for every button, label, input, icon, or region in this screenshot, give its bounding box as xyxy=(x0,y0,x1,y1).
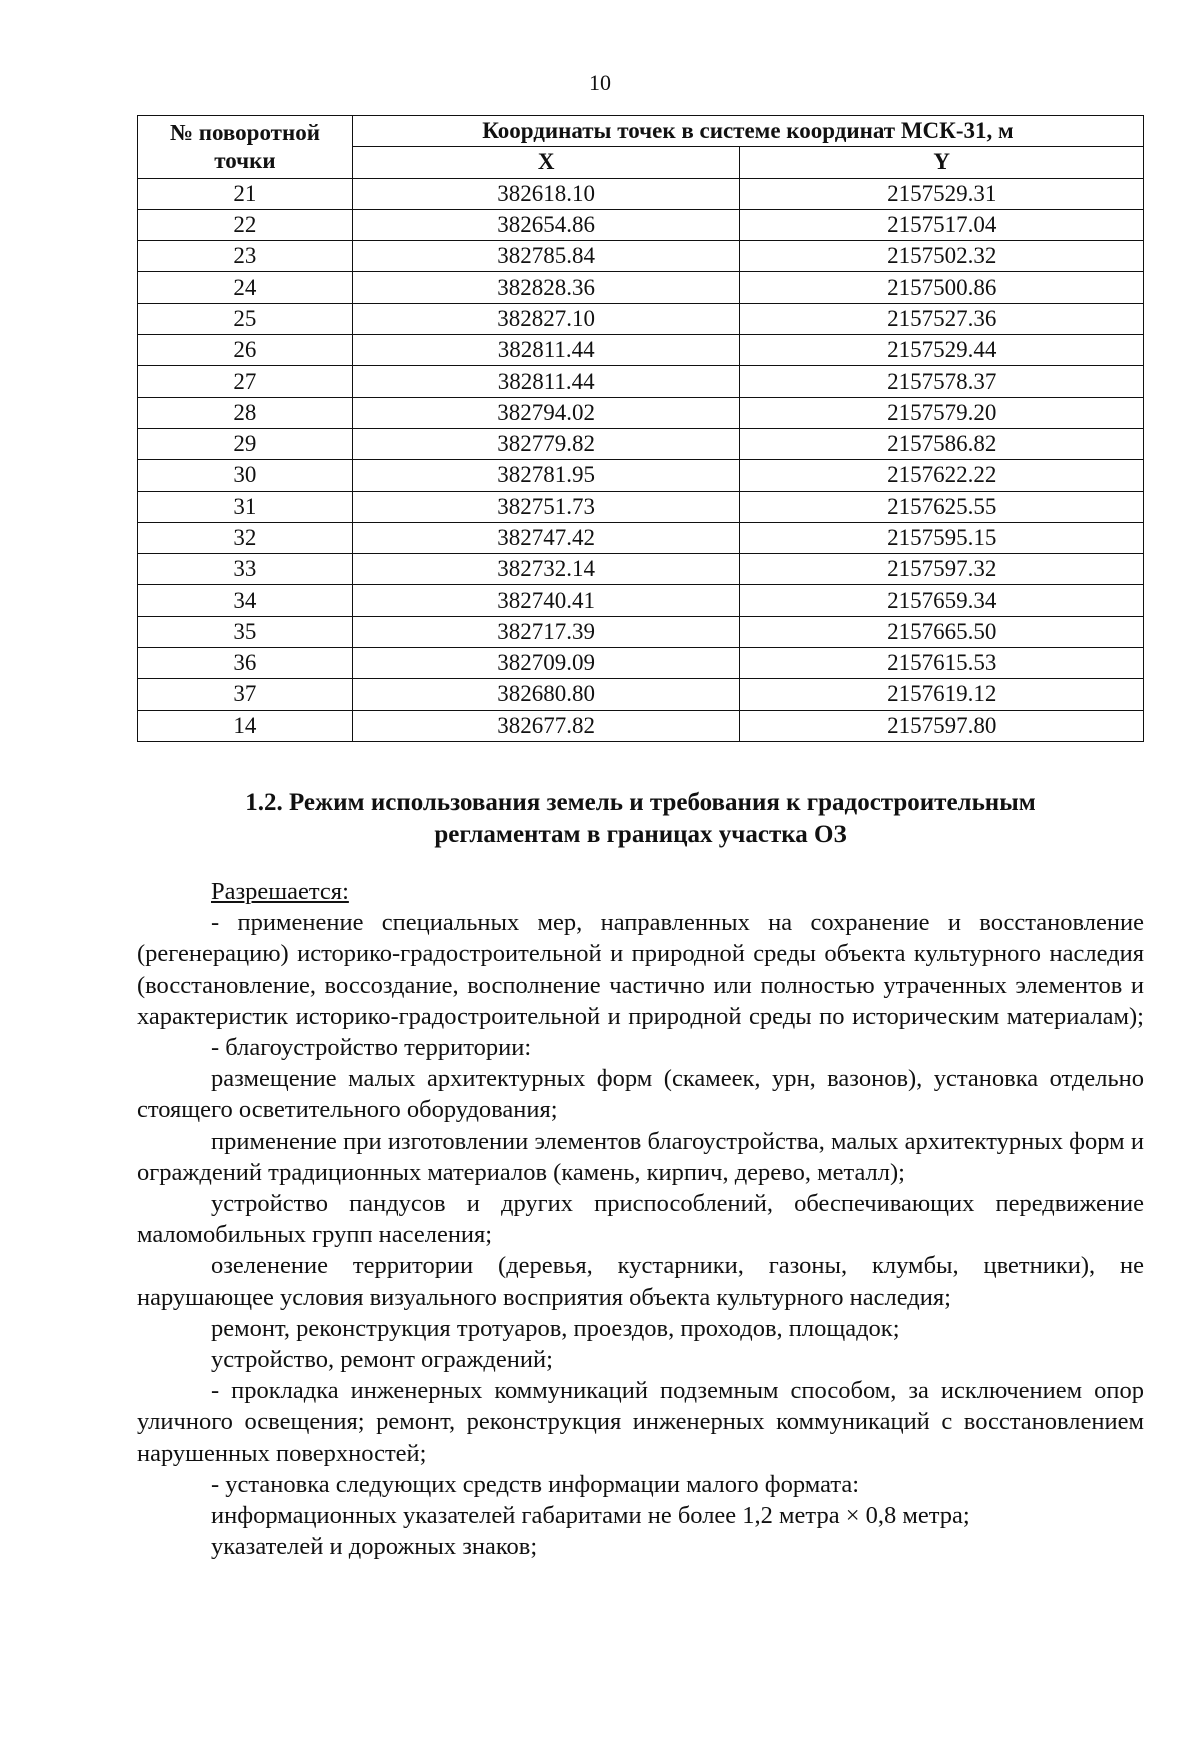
table-row xyxy=(138,616,1144,647)
x-coordinate-cell: 382811.44 xyxy=(352,366,740,397)
y-coordinate-cell: 2157665.50 xyxy=(740,616,1144,647)
x-coordinate-cell: 382811.44 xyxy=(352,335,740,366)
x-coordinate-cell: 382732.14 xyxy=(352,554,740,585)
table-row xyxy=(138,648,1144,679)
table-row xyxy=(138,554,1144,585)
coordinates-table xyxy=(137,115,1144,742)
paragraph: - применение специальных мер, направленных на сохранение и восстановление (регенерацию) историко-градостроительной и природной среды объекта культурного наследия (восстановление, воссоздание, восполнение частично или полностью утраченных элементов и характеристик историко-градостроительной и природной среды по историческим материалам); xyxy=(137,909,1144,1030)
point-number-cell: 27 xyxy=(138,366,353,397)
point-number-cell: 30 xyxy=(138,460,353,491)
y-coordinate-cell: 2157619.12 xyxy=(740,679,1144,710)
point-number-cell: 14 xyxy=(138,710,353,741)
y-coordinate-cell: 2157578.37 xyxy=(740,366,1144,397)
y-coordinate-cell: 2157500.86 xyxy=(740,272,1144,303)
paragraph: - благоустройство территории: xyxy=(211,1034,532,1062)
allowed-label: Разрешается: xyxy=(211,878,349,905)
table-row xyxy=(138,397,1144,428)
point-number-cell: 23 xyxy=(138,241,353,272)
y-coordinate-cell: 2157597.80 xyxy=(740,710,1144,741)
x-coordinate-cell: 382827.10 xyxy=(352,303,740,334)
y-coordinate-cell: 2157622.22 xyxy=(740,460,1144,491)
table-row xyxy=(138,460,1144,491)
point-number-cell: 22 xyxy=(138,209,353,240)
paragraph: применение при изготовлении элементов благоустройства, малых архитектурных форм и ограждений традиционных материалов (камень, кирпич, дерево, металл); xyxy=(137,1127,1144,1186)
y-coordinate-cell: 2157529.31 xyxy=(740,178,1144,209)
x-coordinate-cell: 382785.84 xyxy=(352,241,740,272)
page-number: 10 xyxy=(589,70,611,95)
table-row xyxy=(138,241,1144,272)
table-row xyxy=(138,178,1144,209)
point-number-cell: 37 xyxy=(138,679,353,710)
point-number-cell: 26 xyxy=(138,335,353,366)
y-coordinate-cell: 2157595.15 xyxy=(740,522,1144,553)
coordinates-header: Координаты точек в системе координат МСК-31, м xyxy=(352,116,1143,147)
table-row xyxy=(138,522,1144,553)
table-row xyxy=(138,303,1144,334)
point-number-cell: 25 xyxy=(138,303,353,334)
point-number-cell: 24 xyxy=(138,272,353,303)
point-number-cell: 28 xyxy=(138,397,353,428)
paragraph: указателей и дорожных знаков; xyxy=(211,1533,538,1561)
x-coordinate-cell: 382740.41 xyxy=(352,585,740,616)
table-row xyxy=(138,428,1144,459)
allowed-label-paragraph xyxy=(137,876,1144,907)
section-body xyxy=(137,876,1144,1562)
y-coordinate-cell: 2157579.20 xyxy=(740,397,1144,428)
section-heading-line-2: регламентам в границах участка ОЗ xyxy=(434,821,847,848)
point-number-header: № поворотной точки xyxy=(138,116,353,179)
paragraph: озеленение территории (деревья, кустарники, газоны, клумбы, цветники), не нарушающее условия визуального восприятия объекта культурного наследия; xyxy=(137,1252,1144,1311)
table-row xyxy=(138,209,1144,240)
x-coordinate-cell: 382709.09 xyxy=(352,648,740,679)
x-column-header: X xyxy=(352,147,740,178)
point-number-cell: 32 xyxy=(138,522,353,553)
paragraph: - установка следующих средств информации малого формата: xyxy=(211,1470,860,1498)
paragraph: устройство пандусов и других приспособлений, обеспечивающих передвижение маломобильных групп населения; xyxy=(137,1190,1144,1249)
y-column-header: Y xyxy=(740,147,1144,178)
y-coordinate-cell: 2157659.34 xyxy=(740,585,1144,616)
point-number-cell: 36 xyxy=(138,648,353,679)
table-row xyxy=(138,335,1144,366)
paragraph: - прокладка инженерных коммуникаций подземным способом, за исключением опор уличного освещения; ремонт, реконструкция инженерных коммуникаций с восстановлением нарушенных поверхностей; xyxy=(137,1377,1144,1467)
table-row xyxy=(138,366,1144,397)
table-row xyxy=(138,710,1144,741)
table-row xyxy=(138,585,1144,616)
point-number-cell: 31 xyxy=(138,491,353,522)
x-coordinate-cell: 382747.42 xyxy=(352,522,740,553)
point-number-cell: 21 xyxy=(138,178,353,209)
table-row xyxy=(138,272,1144,303)
y-coordinate-cell: 2157625.55 xyxy=(740,491,1144,522)
x-coordinate-cell: 382618.10 xyxy=(352,178,740,209)
paragraph: устройство, ремонт ограждений; xyxy=(211,1346,553,1374)
x-coordinate-cell: 382828.36 xyxy=(352,272,740,303)
point-number-cell: 34 xyxy=(138,585,353,616)
paragraph: ремонт, реконструкция тротуаров, проездов, проходов, площадок; xyxy=(211,1314,900,1342)
x-coordinate-cell: 382779.82 xyxy=(352,428,740,459)
y-coordinate-cell: 2157615.53 xyxy=(740,648,1144,679)
section-heading xyxy=(137,787,1144,851)
point-number-cell: 29 xyxy=(138,428,353,459)
x-coordinate-cell: 382717.39 xyxy=(352,616,740,647)
table-row xyxy=(138,679,1144,710)
point-number-cell: 35 xyxy=(138,616,353,647)
y-coordinate-cell: 2157597.32 xyxy=(740,554,1144,585)
paragraph: информационных указателей габаритами не более 1,2 метра × 0,8 метра; xyxy=(211,1502,970,1530)
x-coordinate-cell: 382781.95 xyxy=(352,460,740,491)
x-coordinate-cell: 382751.73 xyxy=(352,491,740,522)
y-coordinate-cell: 2157586.82 xyxy=(740,428,1144,459)
y-coordinate-cell: 2157517.04 xyxy=(740,209,1144,240)
x-coordinate-cell: 382794.02 xyxy=(352,397,740,428)
x-coordinate-cell: 382654.86 xyxy=(352,209,740,240)
y-coordinate-cell: 2157527.36 xyxy=(740,303,1144,334)
paragraph: размещение малых архитектурных форм (скамеек, урн, вазонов), установка отдельно стоящего осветительного оборудования; xyxy=(137,1065,1144,1124)
x-coordinate-cell: 382680.80 xyxy=(352,679,740,710)
table-row xyxy=(138,491,1144,522)
y-coordinate-cell: 2157529.44 xyxy=(740,335,1144,366)
y-coordinate-cell: 2157502.32 xyxy=(740,241,1144,272)
x-coordinate-cell: 382677.82 xyxy=(352,710,740,741)
section-heading-line-1: 1.2. Режим использования земель и требования к градостроительным xyxy=(245,789,1036,816)
point-number-cell: 33 xyxy=(138,554,353,585)
